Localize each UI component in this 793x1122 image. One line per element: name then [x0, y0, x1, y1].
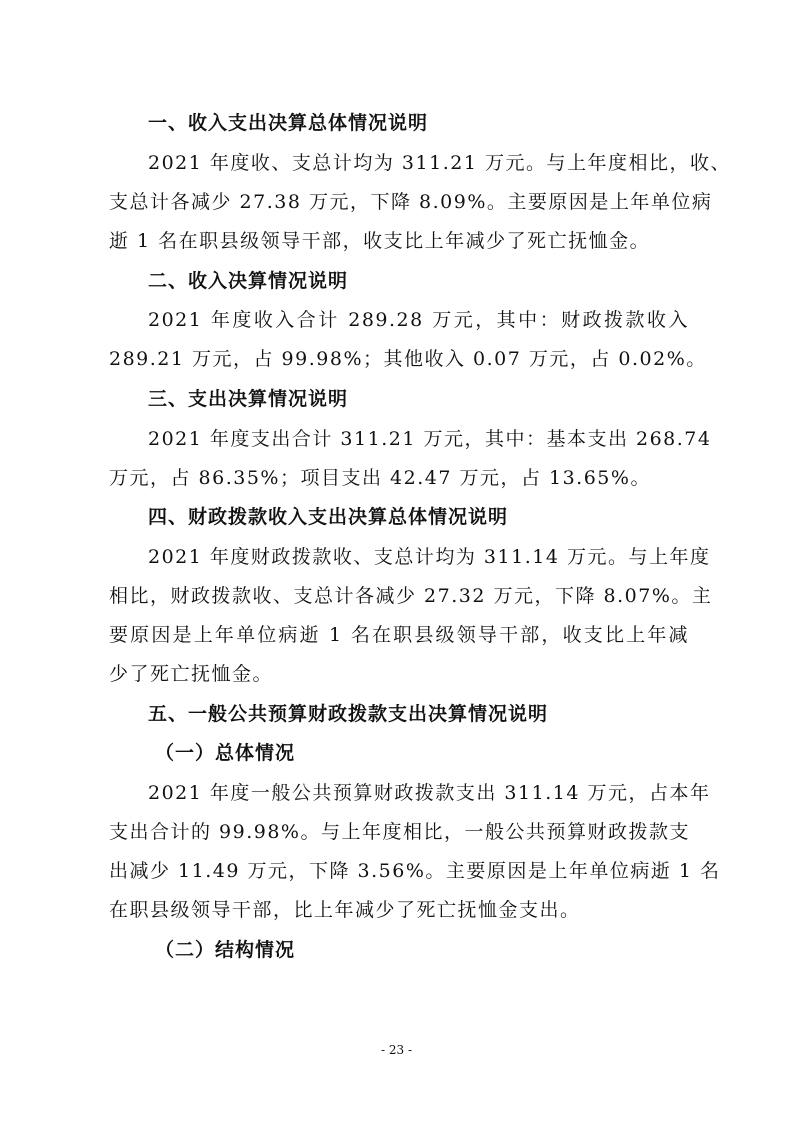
section-heading-5: 五、一般公共预算财政拨款支出决算情况说明 — [148, 703, 549, 725]
paragraph-line: 逝 1 名在职县级领导干部，收支比上年减少了死亡抚恤金。 — [109, 230, 651, 252]
section-heading-3: 三、支出决算情况说明 — [148, 388, 349, 410]
paragraph-line: 2021 年度收、支总计均为 311.21 万元。与上年度相比，收、 — [148, 152, 731, 174]
paragraph-line: 万元，占 86.35%；项目支出 42.47 万元，占 13.65%。 — [109, 467, 651, 489]
paragraph-line: 2021 年度收入合计 289.28 万元，其中：财政拨款收入 — [148, 309, 689, 331]
paragraph-line: 相比，财政拨款收、支总计各减少 27.32 万元，下降 8.07%。主 — [109, 585, 713, 607]
subsection-heading-overall: （一）总体情况 — [155, 742, 296, 764]
paragraph-line: 2021 年度支出合计 311.21 万元，其中：基本支出 268.74 — [148, 428, 712, 450]
paragraph-line: 支出合计的 99.98%。与上年度相比，一般公共预算财政拨款支 — [109, 821, 690, 843]
paragraph-line: 支总计各减少 27.38 万元，下降 8.09%。主要原因是上年单位病 — [109, 191, 713, 213]
page-number: - 23 - — [380, 1043, 412, 1057]
section-heading-2: 二、收入决算情况说明 — [148, 270, 349, 292]
section-heading-1: 一、收入支出决算总体情况说明 — [148, 112, 429, 134]
paragraph-line: 2021 年度一般公共预算财政拨款支出 311.14 万元，占本年 — [148, 782, 711, 804]
paragraph-line: 要原因是上年单位病逝 1 名在职县级领导干部，收支比上年减 — [109, 624, 689, 646]
paragraph-line: 289.21 万元，占 99.98%；其他收入 0.07 万元，占 0.02%。 — [109, 348, 707, 370]
paragraph-line: 2021 年度财政拨款收、支总计均为 311.14 万元。与上年度 — [148, 546, 711, 568]
subsection-heading-structure: （二）结构情况 — [155, 939, 296, 961]
paragraph-line: 在职县级领导干部，比上年减少了死亡抚恤金支出。 — [109, 899, 581, 921]
paragraph-line: 少了死亡抚恤金。 — [109, 663, 274, 685]
section-heading-4: 四、财政拨款收入支出决算总体情况说明 — [148, 506, 509, 528]
paragraph-line: 出减少 11.49 万元，下降 3.56%。主要原因是上年单位病逝 1 名 — [109, 860, 721, 882]
